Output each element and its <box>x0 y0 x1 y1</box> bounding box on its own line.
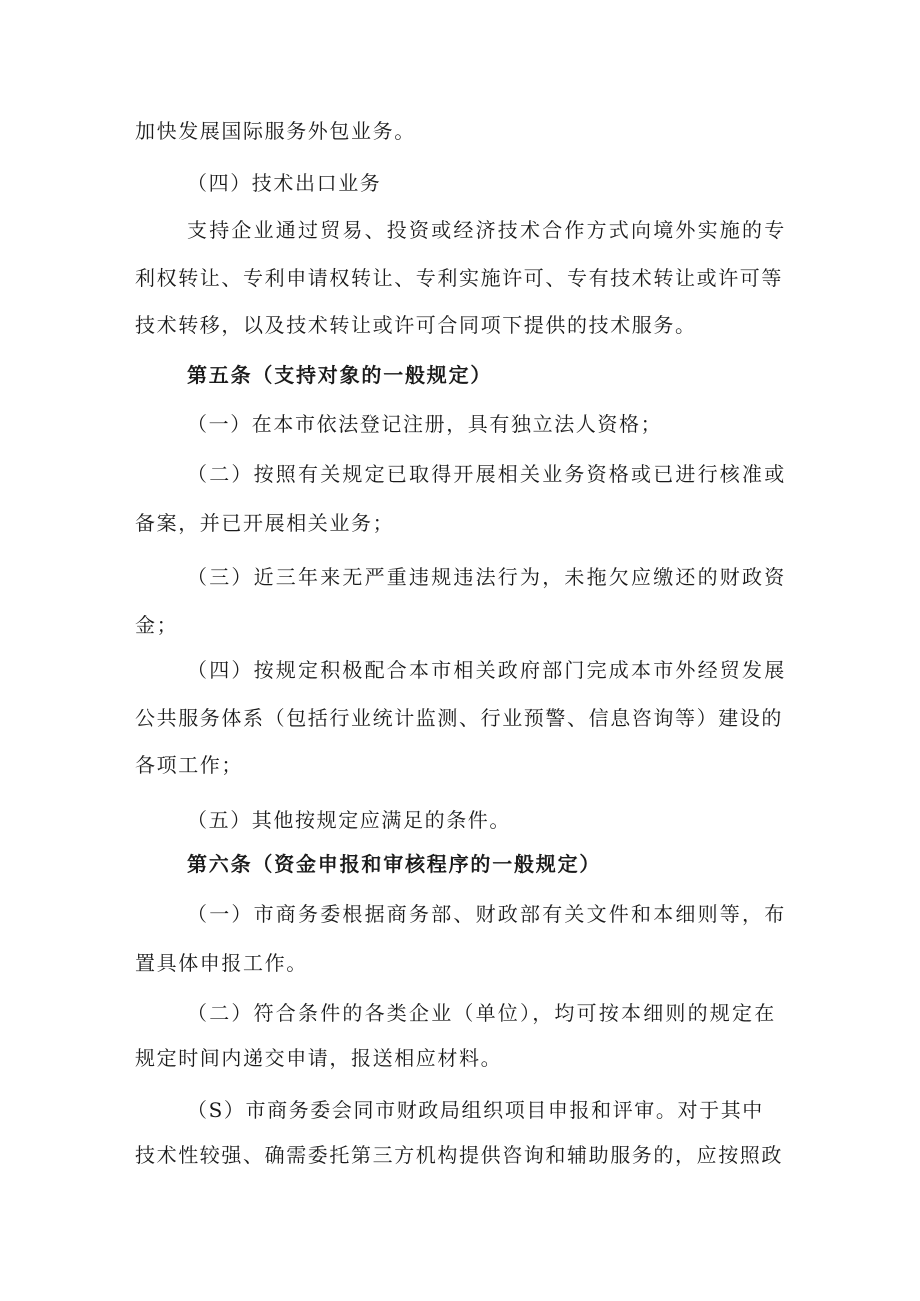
text-line-1: 加快发展国际服务外包业务。 <box>135 119 416 143</box>
article-6-heading: 第六条（资金申报和审核程序的一般规定） <box>187 852 602 876</box>
text-line-2: （四）技术出口业务 <box>187 171 382 195</box>
text-line-20: 规定时间内递交申请，报送相应材料。 <box>135 1046 503 1070</box>
text-line-3: 支持企业通过贸易、投资或经济技术合作方式向境外实施的专 <box>187 218 787 242</box>
text-line-8: （二）按照有关规定已取得开展相关业务资格或已进行核准或 <box>187 462 787 486</box>
text-line-10: （三）近三年来无严重违规违法行为，未拖欠应缴还的财政资 <box>187 565 787 589</box>
text-line-19: （二）符合条件的各类企业（单位），均可按本细则的规定在 <box>187 1001 777 1025</box>
text-line-17: （一）市商务委根据商务部、财政部有关文件和本细则等，布 <box>187 902 787 926</box>
text-line-13: 公共服务体系（包括行业统计监测、行业预警、信息咨询等）建设的 <box>135 706 783 730</box>
text-line-9: 备案，并已开展相关业务； <box>135 511 395 535</box>
text-line-14: 各项工作； <box>135 753 243 777</box>
text-line-12: （四）按规定积极配合本市相关政府部门完成本市外经贸发展 <box>187 658 787 682</box>
article-5-heading: 第五条（支持对象的一般规定） <box>187 363 493 387</box>
text-line-18: 置具体申报工作。 <box>135 951 308 975</box>
text-line-11: 金； <box>135 613 179 637</box>
text-line-15: （五）其他按规定应满足的条件。 <box>187 808 511 832</box>
text-line-21: （S）市商务委会同市财政局组织项目申报和评审。对于其中 <box>187 1098 764 1122</box>
text-line-7: （一）在本市依法登记注册，具有独立法人资格； <box>187 412 663 436</box>
text-line-4: 利权转让、专利申请权转让、专利实施许可、专有技术转让或许可等 <box>135 266 783 290</box>
text-line-22: 技术性较强、确需委托第三方机构提供咨询和辅助服务的，应按照政 <box>135 1143 783 1167</box>
text-line-5: 技术转移，以及技术转让或许可合同项下提供的技术服务。 <box>135 313 697 337</box>
